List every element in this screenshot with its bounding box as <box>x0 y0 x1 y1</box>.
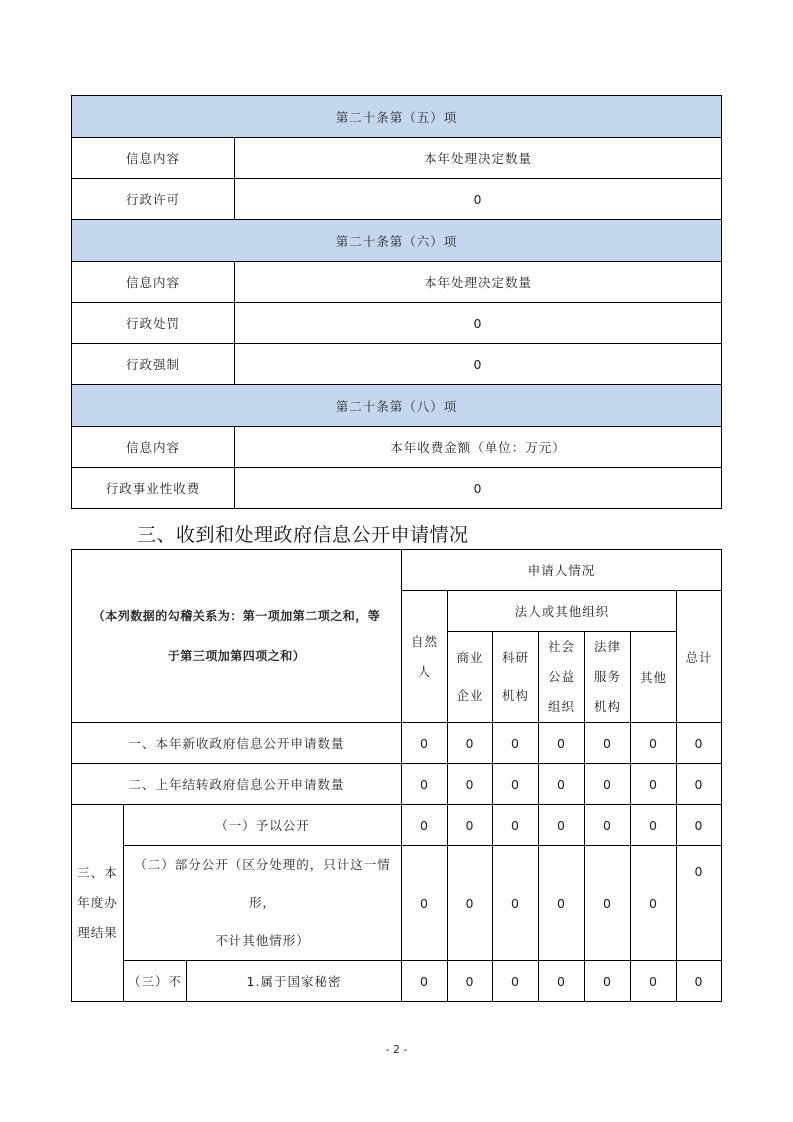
row3a-label: （一）予以公开 <box>124 805 402 846</box>
cell: 0 <box>585 961 631 1002</box>
cell: 0 <box>631 846 677 961</box>
cell: 0 <box>585 723 631 764</box>
row2-label: 二、上年结转政府信息公开申请数量 <box>72 764 402 805</box>
section-title: 三、收到和处理政府信息公开申请情况 <box>137 524 469 546</box>
table-row <box>72 179 722 220</box>
section8-title: 第二十条第（八）项 <box>72 385 722 427</box>
cell: 0 <box>677 805 722 846</box>
note-cell <box>72 550 402 723</box>
business-header: 商业 企业 <box>448 632 493 723</box>
cell: 0 <box>448 846 493 961</box>
cell: 0 <box>448 805 493 846</box>
cell: 0 <box>493 961 539 1002</box>
cell: 0 <box>539 846 585 961</box>
cell: 0 <box>402 723 448 764</box>
row-value: 0 <box>235 344 722 385</box>
table-row <box>72 344 722 385</box>
cell: 0 <box>493 764 539 805</box>
legal-org-header: 法人或其他组织 <box>448 591 677 632</box>
sec5-header-right: 本年处理决定数量 <box>235 138 722 179</box>
cell: 0 <box>402 805 448 846</box>
cell: 0 <box>402 961 448 1002</box>
sec8-header-left: 信息内容 <box>72 427 235 468</box>
applicant-header: 申请人情况 <box>402 550 722 591</box>
cell: 0 <box>448 764 493 805</box>
cell: 0 <box>677 764 722 805</box>
cell: 0 <box>402 764 448 805</box>
note-line-1: （本列数据的勾稽关系为：第一项加第二项之和，等 <box>92 609 381 623</box>
row3b-label: （二）部分公开（区分处理的，只计这一情形， 不计其他情形） <box>124 846 402 961</box>
cell: 0 <box>631 805 677 846</box>
cell: 0 <box>677 961 722 1002</box>
cell: 0 <box>493 723 539 764</box>
other-header: 其他 <box>631 632 677 723</box>
note-line-2: 于第三项加第四项之和） <box>167 649 306 663</box>
cell: 0 <box>677 846 722 961</box>
row-value: 0 <box>235 468 722 509</box>
cell: 0 <box>493 846 539 961</box>
natural-person-header: 自然 人 <box>402 591 448 723</box>
section6-title: 第二十条第（六）项 <box>72 220 722 262</box>
cell: 0 <box>677 723 722 764</box>
table-row <box>72 846 722 961</box>
total-header: 总计 <box>677 591 722 723</box>
row3c-label: 1.属于国家秘密 <box>187 961 402 1002</box>
row-label: 行政处罚 <box>72 303 235 344</box>
table-row <box>72 468 722 509</box>
cell: 0 <box>539 723 585 764</box>
sec6-header-right: 本年处理决定数量 <box>235 262 722 303</box>
table-row <box>72 961 722 1002</box>
sec5-header-left: 信息内容 <box>72 138 235 179</box>
row3c-prefix: （三）不 <box>124 961 187 1002</box>
cell: 0 <box>585 846 631 961</box>
cell: 0 <box>631 764 677 805</box>
section5-title: 第二十条第（五）项 <box>72 96 722 138</box>
cell: 0 <box>631 723 677 764</box>
cell: 0 <box>585 764 631 805</box>
cell: 0 <box>448 723 493 764</box>
row-label: 行政事业性收费 <box>72 468 235 509</box>
cell: 0 <box>631 961 677 1002</box>
cell: 0 <box>402 846 448 961</box>
row1-label: 一、本年新收政府信息公开申请数量 <box>72 723 402 764</box>
sec6-header-left: 信息内容 <box>72 262 235 303</box>
cell: 0 <box>448 961 493 1002</box>
row-label: 行政许可 <box>72 179 235 220</box>
cell: 0 <box>539 961 585 1002</box>
cell: 0 <box>585 805 631 846</box>
decision-table <box>71 95 722 509</box>
table-row <box>72 764 722 805</box>
table-row <box>72 723 722 764</box>
row-label: 行政强制 <box>72 344 235 385</box>
table-row <box>72 303 722 344</box>
sec8-header-right: 本年收费金额（单位：万元） <box>235 427 722 468</box>
social-header: 社会 公益 组织 <box>539 632 585 723</box>
cell: 0 <box>539 805 585 846</box>
legal-service-header: 法律 服务 机构 <box>585 632 631 723</box>
row-value: 0 <box>235 303 722 344</box>
research-header: 科研 机构 <box>493 632 539 723</box>
cell: 0 <box>539 764 585 805</box>
application-table <box>71 549 722 1002</box>
page-number: - 2 - <box>385 1043 408 1056</box>
cell: 0 <box>493 805 539 846</box>
row3-group-label: 三、本 年度办 理结果 <box>72 805 124 1002</box>
table-row <box>72 805 722 846</box>
row-value: 0 <box>235 179 722 220</box>
